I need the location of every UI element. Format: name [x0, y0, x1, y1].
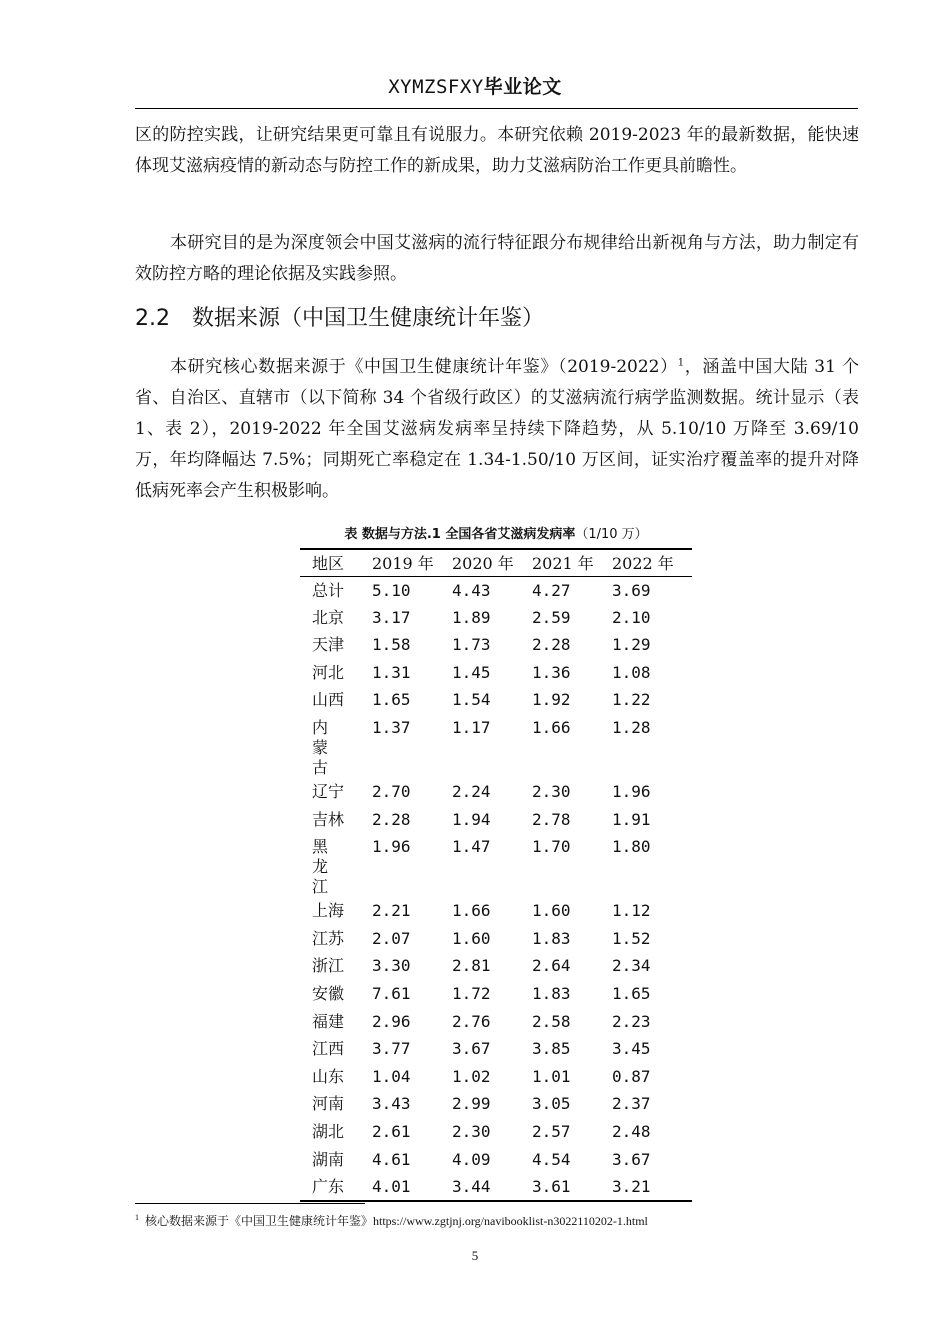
- cell-region: 上海: [312, 901, 345, 921]
- cell-region: 福建: [312, 1011, 345, 1031]
- cell-value-2021: 4.27: [532, 580, 571, 600]
- cell-value-2019: 4.01: [372, 1177, 411, 1197]
- cell-region: 安徽: [312, 983, 345, 1003]
- column-header-2022: 2022 年: [612, 554, 674, 573]
- cell-region: 黑龙江: [312, 837, 347, 897]
- footnote-reference[interactable]: 1: [677, 357, 685, 369]
- cell-value-2022: 3.21: [612, 1177, 651, 1197]
- table-caption-unit: （1/10 万）: [575, 527, 648, 542]
- table-row: [300, 833, 692, 897]
- table-row: [300, 806, 692, 834]
- cell-value-2022: 1.08: [612, 662, 651, 682]
- cell-value-2019: 5.10: [372, 580, 411, 600]
- cell-value-2022: 1.29: [612, 635, 651, 655]
- cell-value-2020: 2.99: [452, 1094, 491, 1114]
- column-header-2021: 2021 年: [532, 554, 594, 573]
- cell-value-2021: 2.59: [532, 607, 571, 627]
- section-title: 数据来源（中国卫生健康统计年鉴）: [192, 306, 545, 331]
- cell-value-2019: 2.96: [372, 1011, 411, 1031]
- cell-value-2019: 3.43: [372, 1094, 411, 1114]
- cell-value-2020: 1.89: [452, 607, 491, 627]
- cell-value-2020: 1.17: [452, 717, 491, 737]
- cell-value-2020: 4.09: [452, 1149, 491, 1169]
- running-header: [0, 72, 950, 99]
- cell-value-2021: 1.83: [532, 928, 571, 948]
- cell-region: 河北: [312, 662, 345, 682]
- cell-value-2021: 1.66: [532, 717, 571, 737]
- table-row: [300, 925, 692, 953]
- cell-value-2022: 3.67: [612, 1149, 651, 1169]
- cell-value-2022: 1.96: [612, 781, 651, 801]
- table-row: [300, 1063, 692, 1091]
- cell-value-2020: 2.76: [452, 1011, 491, 1031]
- paragraph-data-source: [135, 352, 859, 507]
- cell-value-2020: 1.02: [452, 1066, 491, 1086]
- table-row: [300, 604, 692, 632]
- table-row: [300, 1173, 692, 1201]
- table-row: [300, 1008, 692, 1036]
- cell-region: 总计: [312, 580, 345, 600]
- table-row: [300, 686, 692, 714]
- table-body: [300, 576, 692, 1201]
- cell-value-2020: 1.54: [452, 690, 491, 710]
- cell-value-2020: 3.44: [452, 1177, 491, 1197]
- cell-region: 浙江: [312, 956, 345, 976]
- paragraph-text: [135, 352, 859, 507]
- cell-value-2021: 3.85: [532, 1039, 571, 1059]
- cell-region: 湖南: [312, 1149, 345, 1169]
- cell-value-2019: 1.58: [372, 635, 411, 655]
- cell-value-2022: 1.80: [612, 837, 651, 857]
- cell-value-2022: 1.28: [612, 717, 651, 737]
- cell-value-2021: 1.36: [532, 662, 571, 682]
- cell-region: 吉林: [312, 809, 345, 829]
- cell-value-2019: 1.37: [372, 717, 411, 737]
- incidence-table-container: [300, 524, 692, 1202]
- cell-value-2021: 4.54: [532, 1149, 571, 1169]
- cell-value-2020: 1.45: [452, 662, 491, 682]
- cell-value-2021: 1.01: [532, 1066, 571, 1086]
- column-header-2019: 2019 年: [372, 554, 434, 573]
- cell-region: 内蒙古: [312, 717, 347, 777]
- table-row: [300, 980, 692, 1008]
- table-row: [300, 897, 692, 925]
- table-header-row: [300, 549, 692, 576]
- cell-value-2020: 1.72: [452, 983, 491, 1003]
- column-header-region: 地区: [312, 554, 345, 573]
- cell-region: 广东: [312, 1177, 345, 1197]
- table-row: [300, 1090, 692, 1118]
- section-heading: [135, 302, 544, 336]
- cell-value-2021: 2.28: [532, 635, 571, 655]
- cell-value-2019: 2.07: [372, 928, 411, 948]
- cell-value-2019: 1.96: [372, 837, 411, 857]
- paragraph-text-part: 本研究核心数据来源于《中国卫生健康统计年鉴》（2019-2022）: [170, 357, 678, 377]
- cell-value-2020: 1.47: [452, 837, 491, 857]
- cell-value-2021: 2.58: [532, 1011, 571, 1031]
- table-caption: [300, 524, 692, 548]
- incidence-table: [300, 548, 692, 1202]
- cell-value-2019: 2.21: [372, 901, 411, 921]
- cell-value-2019: 2.61: [372, 1121, 411, 1141]
- column-header-2020: 2020 年: [452, 554, 514, 573]
- cell-region: 辽宁: [312, 781, 345, 801]
- cell-value-2022: 2.37: [612, 1094, 651, 1114]
- cell-region: 江苏: [312, 928, 345, 948]
- page-number: 5: [471, 1248, 479, 1263]
- cell-value-2022: 2.34: [612, 956, 651, 976]
- cell-value-2022: 1.22: [612, 690, 651, 710]
- cell-value-2022: 2.10: [612, 607, 651, 627]
- footnote-rule: [135, 1203, 365, 1204]
- cell-value-2021: 2.57: [532, 1121, 571, 1141]
- cell-value-2022: 1.52: [612, 928, 651, 948]
- cell-value-2022: 1.91: [612, 809, 651, 829]
- table-row: [300, 631, 692, 659]
- cell-value-2020: 1.60: [452, 928, 491, 948]
- cell-value-2021: 1.70: [532, 837, 571, 857]
- table-row: [300, 778, 692, 806]
- cell-value-2022: 3.45: [612, 1039, 651, 1059]
- cell-value-2019: 1.04: [372, 1066, 411, 1086]
- cell-value-2021: 3.05: [532, 1094, 571, 1114]
- cell-value-2022: 3.69: [612, 580, 651, 600]
- cell-value-2019: 3.30: [372, 956, 411, 976]
- section-number: 2.2: [135, 306, 170, 331]
- cell-value-2021: 1.83: [532, 983, 571, 1003]
- header-rule: [135, 108, 858, 109]
- footnote: [135, 1212, 648, 1230]
- cell-value-2020: 2.30: [452, 1121, 491, 1141]
- paragraph-purpose: [135, 228, 859, 290]
- table-row: [300, 659, 692, 687]
- cell-value-2021: 2.78: [532, 809, 571, 829]
- cell-value-2021: 1.92: [532, 690, 571, 710]
- table-row: [300, 952, 692, 980]
- cell-value-2020: 2.81: [452, 956, 491, 976]
- cell-value-2020: 4.43: [452, 580, 491, 600]
- cell-value-2019: 1.31: [372, 662, 411, 682]
- cell-value-2022: 1.12: [612, 901, 651, 921]
- cell-value-2021: 3.61: [532, 1177, 571, 1197]
- cell-value-2019: 3.17: [372, 607, 411, 627]
- cell-region: 山西: [312, 690, 345, 710]
- cell-value-2020: 2.24: [452, 781, 491, 801]
- table-row: [300, 1146, 692, 1174]
- cell-value-2022: 1.65: [612, 983, 651, 1003]
- cell-region: 湖北: [312, 1121, 345, 1141]
- cell-value-2020: 1.94: [452, 809, 491, 829]
- footnote-mark: 1: [135, 1213, 139, 1222]
- cell-region: 天津: [312, 635, 345, 655]
- cell-region: 河南: [312, 1094, 345, 1114]
- cell-value-2019: 2.70: [372, 781, 411, 801]
- cell-value-2022: 0.87: [612, 1066, 651, 1086]
- table-row: [300, 576, 692, 604]
- cell-value-2021: 2.30: [532, 781, 571, 801]
- cell-value-2019: 7.61: [372, 983, 411, 1003]
- cell-value-2020: 1.66: [452, 901, 491, 921]
- cell-value-2022: 2.23: [612, 1011, 651, 1031]
- table-row: [300, 1035, 692, 1063]
- paragraph-text: 区的防控实践，让研究结果更可靠且有说服力。本研究依赖 2019-2023 年的最新数据，能快速体现艾滋病疫情的新动态与防控工作的新成果，助力艾滋病防治工作更具前瞻性。: [135, 125, 859, 176]
- table-row: [300, 1118, 692, 1146]
- cell-value-2022: 2.48: [612, 1121, 651, 1141]
- cell-value-2020: 1.73: [452, 635, 491, 655]
- cell-value-2019: 3.77: [372, 1039, 411, 1059]
- paragraph-text-part: ，涵盖中国大陆 31 个省、自治区、直辖市（以下简称 34 个省级行政区）的艾滋病流行病学监测数据。统计显示（表 1、表 2），2019-2022 年全国艾滋病发病率呈持续下降趋势，从 5.10/10 万降至 3.69/10 万，年均降幅达 7.5%；同期死亡率稳定在 1.34-1.50/10 万区间，证实治疗覆盖率的提升对降低病死率会产生积极影响。: [135, 357, 859, 501]
- cell-value-2020: 3.67: [452, 1039, 491, 1059]
- table-row: [300, 714, 692, 778]
- cell-value-2019: 2.28: [372, 809, 411, 829]
- cell-value-2019: 4.61: [372, 1149, 411, 1169]
- cell-value-2019: 1.65: [372, 690, 411, 710]
- cell-value-2021: 2.64: [532, 956, 571, 976]
- cell-region: 北京: [312, 607, 345, 627]
- header-prefix: XYMZSFXY: [388, 76, 484, 98]
- cell-region: 江西: [312, 1039, 345, 1059]
- paragraph-text: 本研究目的是为深度领会中国艾滋病的流行特征跟分布规律给出新视角与方法，助力制定有效防控方略的理论依据及实践参照。: [135, 233, 859, 284]
- cell-region: 山东: [312, 1066, 345, 1086]
- header-suffix: 毕业论文: [483, 76, 562, 98]
- cell-value-2021: 1.60: [532, 901, 571, 921]
- table-caption-title: 表 数据与方法.1 全国各省艾滋病发病率: [344, 527, 576, 542]
- paragraph-continuation: [135, 120, 859, 182]
- footnote-text: 核心数据来源于《中国卫生健康统计年鉴》https://www.zgtjnj.org/navibooklist-n3022110202-1.html: [145, 1214, 648, 1228]
